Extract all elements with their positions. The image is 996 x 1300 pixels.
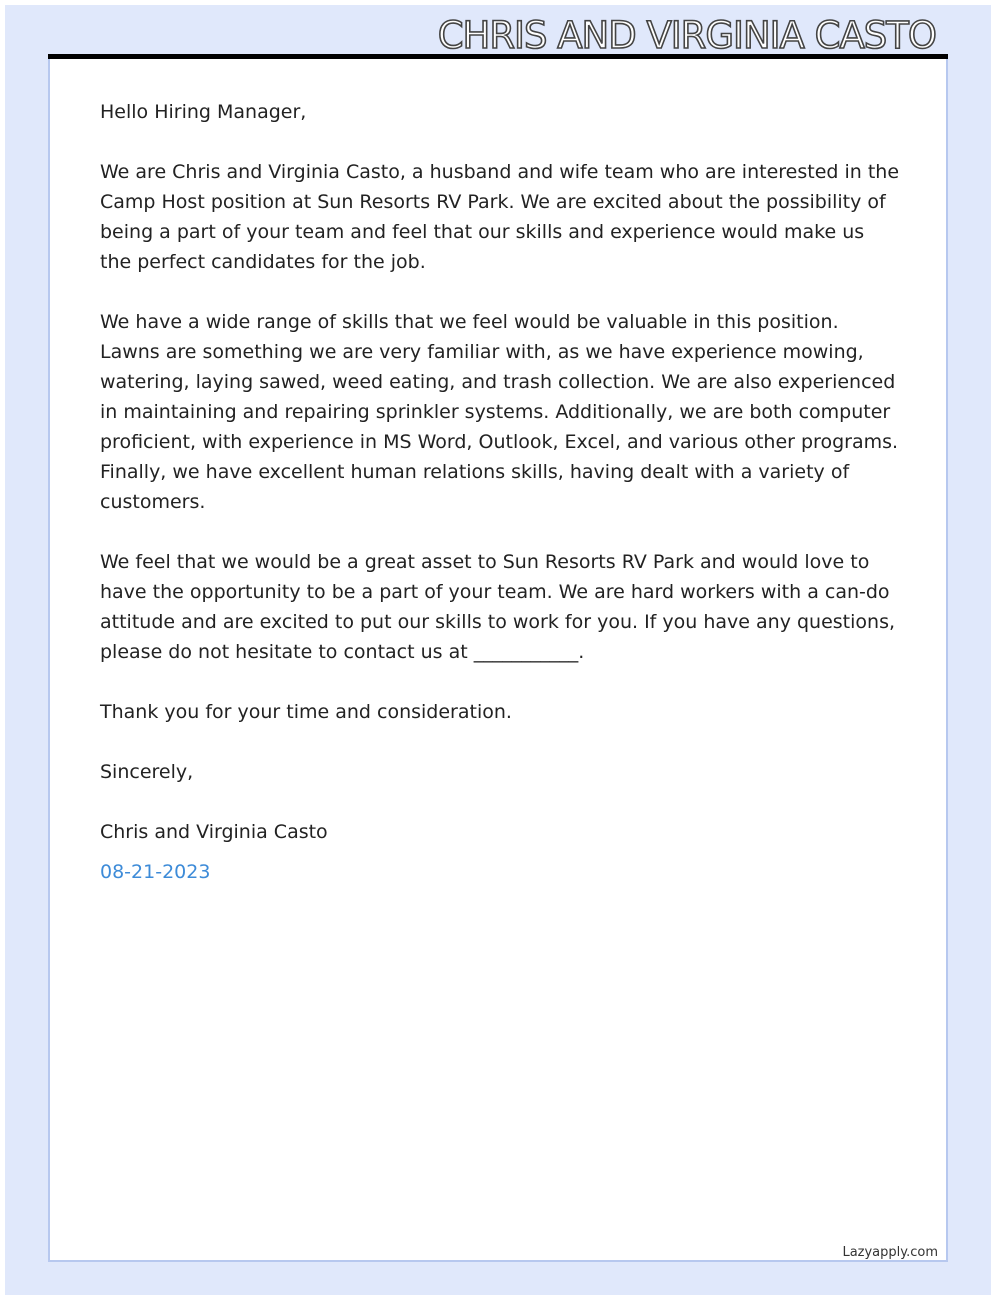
letter-paragraph-2: We have a wide range of skills that we feel would be valuable in this position. Lawns are something we are very familiar with, as we have experience mowing, watering, laying sawed, weed eating, and trash collection. We are also experienced in maintaining and repairing sprinkler systems. Additionally, we are both computer proficient, with experience in MS Word, Outlook, Excel, and various other programs. Finally, we have excellent human relations skills, having dealt with a variety of customers.: [100, 311, 899, 513]
letter-greeting: Hello Hiring Manager,: [100, 101, 307, 123]
letter-closing: Sincerely,: [100, 761, 194, 783]
letter-paragraph-1: We are Chris and Virginia Casto, a husband and wife team who are interested in the Camp Host position at Sun Resorts RV Park. We are excited about the possibility of being a part of your team and feel that our skills and experience would make us the perfect candidates for the job.: [100, 161, 900, 273]
letter-body: [100, 97, 900, 887]
letter-signature: Chris and Virginia Casto: [100, 821, 328, 843]
watermark: Lazyapply.com: [842, 1245, 938, 1260]
letter-paragraph-3: We feel that we would be a great asset to Sun Resorts RV Park and would love to have the opportunity to be a part of your team. We are hard workers with a can-do attitude and are excited to put our skills to work for you. If you have any questions, please do not hesitate to contact us at ___________.: [100, 551, 896, 663]
header-name: CHRIS AND VIRGINIA CASTO: [437, 14, 936, 57]
letter-date: 08-21-2023: [100, 861, 211, 883]
letter-paragraph-4: Thank you for your time and consideration.: [100, 701, 512, 723]
